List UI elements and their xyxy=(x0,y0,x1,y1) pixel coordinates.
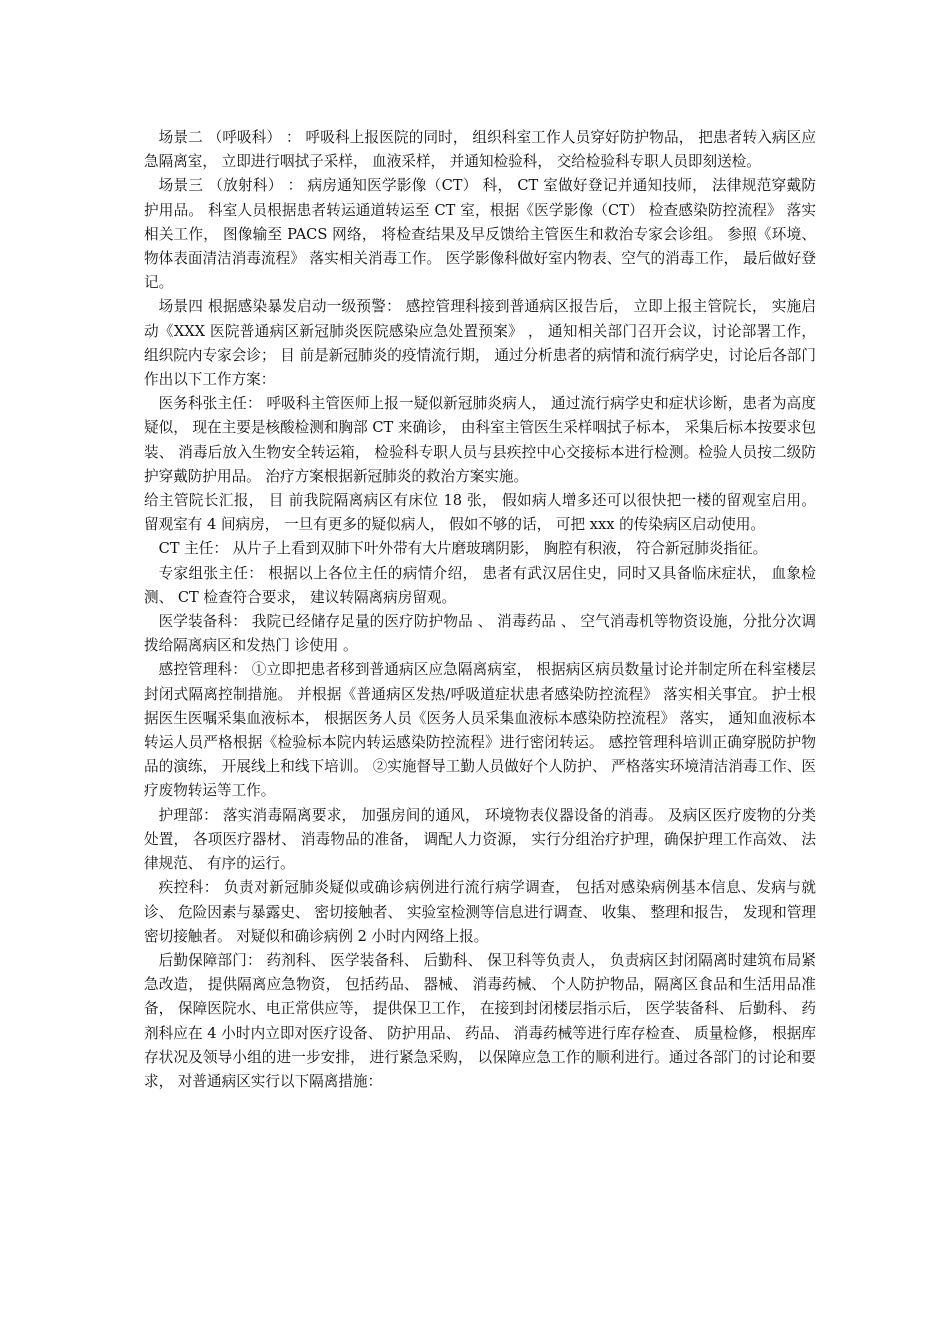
paragraph-infection-control: 感控管理科： ①立即把患者移到普通病区应急隔离病室， 根据病区病员数量讨论并制定所在科室楼层封闭式隔离控制措施。 并根据《普通病区发热/呼吸道症状患者感染防控流程》 落实相关事宜。 护士根据医生医嘱采集血液标本， 根据医务人员《医务人员采集血液标本感染防控流程》 落实， 通知血液标本转运人员严格根据《检验标本院内转运感染防控流程》进行密闭转运。 感控管理科培训正确穿脱防护物品的演练， 开展线上和线下培训。 ②实施督导工勤人员做好个人防护、 严格落实环境清洁消毒工作、医疗废物转运等工作。 xyxy=(144,661,816,800)
paragraph-scene-four: 场景四 根据感染暴发启动一级预警： 感控管理科接到普通病区报告后， 立即上报主管院长， 实施启动《XXX 医院普通病区新冠肺炎医院感染应急处置预案》 ， 通知相关部门召开会议，讨论部署工作， 组织院内专家会诊； 目 前是新冠肺炎的疫情流行期， 通过分析患者的病情和流行病学史，讨论后各部门作出以下工作方案： xyxy=(144,298,816,389)
paragraph-expert-group: 专家组张主任： 根据以上各位主任的病情介绍， 患者有武汉居住史，同时又具备临床症状， 血象检测、 CT 检查符合要求， 建议转隔离病房留观。 xyxy=(144,564,816,606)
paragraph-ct-director: CT 主任： 从片子上看到双肺下叶外带有大片磨玻璃阴影， 胸腔有积液， 符合新冠肺炎指征。 xyxy=(158,540,768,558)
paragraph-medical-affairs: 医务科张主任： 呼吸科主管医师上报一疑似新冠肺炎病人， 通过流行病学史和症状诊断，患者为高度疑似， 现在主要是核酸检测和胸部 CT 来确诊， 由科室主管医生采样咽拭子标本， 采集后标本按要求包装、 消毒后放入生物安全转运箱， 检验科专职人员与县疾控中心交接标本进行检测。检验人员按二级防护穿戴防护用品。 治疗方案根据新冠肺炎的救治方案实施。 xyxy=(144,395,816,485)
paragraph-logistics: 后勤保障部门： 药剂科、 医学装备科、 后勤科、 保卫科等负责人， 负责病区封闭隔离时建筑布局紧急改造， 提供隔离应急物资， 包括药品、 器械、 消毒药械、 个人防护物品，隔离区食品和生活用品准备， 保障医院水、电正常供应等， 提供保卫工作， 在接到封闭楼层指示后， 医学装备科、 后勤科、 药剂科应在 4 小时内立即对医疗设备、 防护用品、 药品、 消毒药械等进行库存检查、 质量检修， 根据库存状况及领导小组的进一步安排， 进行紧急采购， 以保障应急工作的顺利进行。通过各部门的讨论和要求， 对普通病区实行以下隔离措施： xyxy=(144,951,816,1090)
paragraph-nursing: 护理部： 落实消毒隔离要求， 加强房间的通风， 环境物表仪器设备的消毒。 及病区医疗废物的分类处置， 各项医疗器材、 消毒物品的准备， 调配人力资源， 实行分组治疗护理，确保护理工作高效、 法律规范、 有序的运行。 xyxy=(144,806,816,873)
paragraph-disease-control: 疾控科： 负责对新冠肺炎疑似或确诊病例进行流行病学调查， 包括对感染病例基本信息、发病与就诊、 危险因素与暴露史、 密切接触者、 实验室检测等信息进行调查、 收集、 整理和报告， 发现和管理密切接触者。 对疑似和确诊病例 2 小时内网络上报。 xyxy=(144,879,816,945)
paragraph-scene-two: 场景二 （呼吸科） ： 呼吸科上报医院的同时， 组织科室工作人员穿好防护物品， 把患者转入病区应急隔离室， 立即进行咽拭子采样， 血液采样， 并通知检验科， 交给检验科专职人员即刻送检。 xyxy=(144,129,816,171)
paragraph-report-to-director: 给主管院长汇报， 目 前我院隔离病区有床位 18 张， 假如病人增多还可以很快把一楼的留观室启用。 留观室有 4 间病房， 一旦有更多的疑似病人， 假如不够的话， 可把 xxx 的传染病区启动使用。 xyxy=(144,492,816,534)
document-body xyxy=(144,126,816,1094)
paragraph-medical-equipment: 医学装备科： 我院已经储存足量的医疗防护物品 、 消毒药品 、 空气消毒机等物资设施，分批分次调拨给隔离病区和发热门 诊使用 。 xyxy=(144,613,816,655)
paragraph-scene-three: 场景三 （放射科） ： 病房通知医学影像（CT） 科， CT 室做好登记并通知技师， 法律规范穿戴防护用品。 科室人员根据患者转运通道转运至 CT 室，根据《医学影像（CT） 检查感染防控流程》 落实相关工作， 图像输至 PACS 网络， 将检查结果及早反馈给主管医生和救治专家会诊组。 参照《环境、物体表面清洁消毒流程》 落实相关消毒工作。 医学影像科做好室内物表、空气的消毒工作， 最后做好登记。 xyxy=(144,177,816,292)
